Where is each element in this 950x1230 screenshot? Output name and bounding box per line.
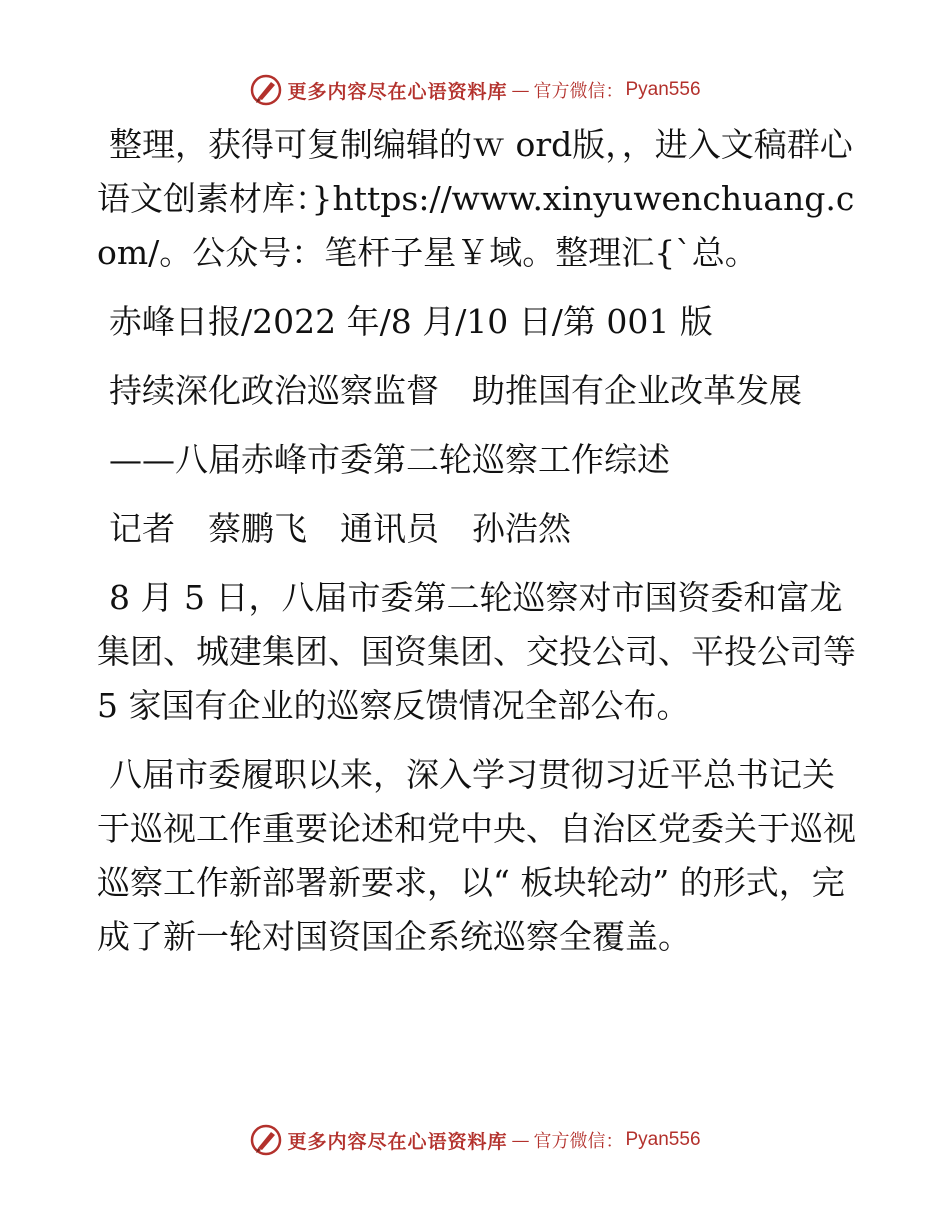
byline: 记者 蔡鹏飞 通讯员 孙浩然 [109, 509, 571, 548]
watermark-banner-bottom [0, 1120, 950, 1160]
watermark-account: Pyan556 [625, 1129, 701, 1150]
watermark-main-text: 更多内容尽在心语资料库 [287, 1130, 508, 1153]
pen-logo-icon [249, 1123, 283, 1157]
source-line: 赤峰日报/2022 年/8 月/10 日/第 001 版 [109, 302, 713, 341]
pen-logo-icon [249, 73, 283, 107]
watermark-banner-top [0, 70, 950, 110]
document-body [97, 118, 857, 964]
watermark-main-text: 更多内容尽在心语资料库 [287, 80, 508, 103]
subheadline: ——八届赤峰市委第二轮巡察工作综述 [109, 440, 670, 479]
watermark-separator: — [511, 1129, 530, 1151]
body-paragraph-1: 8 月 5 日，八届市委第二轮巡察对市国资委和富龙集团、城建集团、国资集团、交投公司、平投公司等 5 家国有企业的巡察反馈情况全部公布。 [97, 578, 856, 725]
intro-paragraph: 整理，获得可复制编辑的ｗ ord版，，进入文稿群心语文创素材库：}https://www.xinyuwenchuang.com/。公众号：笔杆子星￥域。整理汇{`总。 [97, 125, 855, 272]
headline: 持续深化政治巡察监督 助推国有企业改革发展 [109, 371, 802, 410]
watermark-sub-text: 官方微信： [533, 81, 624, 102]
watermark-separator: — [511, 79, 530, 101]
watermark-sub-text: 官方微信： [533, 1131, 624, 1152]
watermark-account: Pyan556 [625, 79, 701, 100]
body-paragraph-2: 八届市委履职以来，深入学习贯彻习近平总书记关于巡视工作重要论述和党中央、自治区党委关于巡视巡察工作新部署新要求，以“ 板块轮动” 的形式，完成了新一轮对国资国企系统巡察全覆盖。 [97, 755, 856, 956]
